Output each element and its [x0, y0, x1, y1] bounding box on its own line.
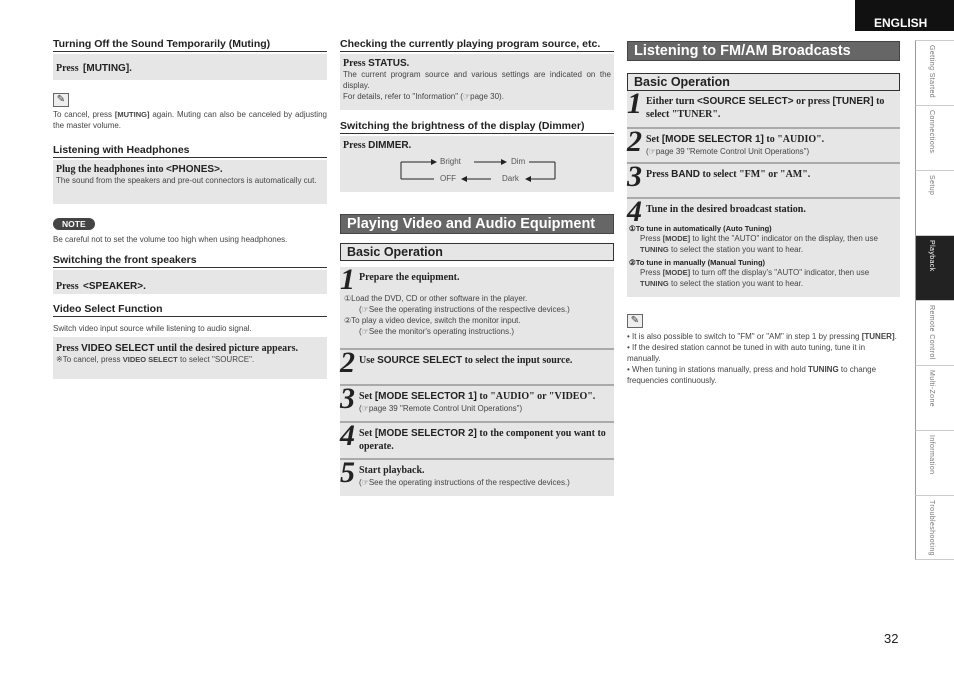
- speakers-heading: Switching the front speakers: [53, 254, 327, 268]
- pencil-icon: ✎: [627, 314, 643, 328]
- fm-basic-operation-heading: Basic Operation: [627, 73, 900, 91]
- video-intro: Switch video input source while listening to audio signal.: [53, 324, 252, 333]
- fm-note-item: • It is also possible to switch to "FM" or "AM" in step 1 by pressing [TUNER].: [627, 332, 897, 341]
- side-navigation: [915, 40, 954, 560]
- nav-multi-zone[interactable]: Multi-Zone: [915, 365, 954, 430]
- column-1: [53, 38, 327, 379]
- dimmer-dim: Dim: [511, 157, 526, 166]
- speakers-box: Press <SPEAKER>.: [53, 270, 327, 294]
- playing-step-3: 3 Set [MODE SELECTOR 1] to "AUDIO" or "VIDEO". (☞page 39 "Remote Control Unit Operations"): [340, 384, 614, 421]
- dimmer-dark: Dark: [502, 174, 519, 183]
- basic-operation-heading: Basic Operation: [340, 243, 614, 261]
- playing-step-5: 5 Start playback. (☞See the operating instructions of the respective devices.): [340, 458, 614, 496]
- nav-playback[interactable]: Playback: [915, 235, 954, 300]
- dimmer-bright: Bright: [440, 157, 461, 166]
- fm-step-4: 4 Tune in the desired broadcast station. ①To tune in automatically (Auto Tuning) Press [MODE] to light the "AUTO" indicator on the display, then use TUNING to select the station you want to hear. ②To tune in manually (Manual Tuning) Press [MODE] to turn off the display's "AUTO" indicator, then use TUNING to select the station you want to hear.: [627, 197, 900, 297]
- playing-step-2: 2 Use SOURCE SELECT to select the input source.: [340, 348, 614, 384]
- muting-note: To cancel, press [MUTING] again. Muting can also be canceled by adjusting the master volume.: [53, 110, 327, 130]
- video-heading: Video Select Function: [53, 303, 327, 317]
- dimmer-arrows: [343, 155, 613, 189]
- playing-step-1: 1 Prepare the equipment. ①Load the DVD, CD or other software in the player. (☞See the operating instructions of the respective devices.) ②To play a video device, switch the monitor input. (☞See the monitor's operating instructions.): [340, 267, 614, 348]
- nav-setup[interactable]: Setup: [915, 170, 954, 235]
- nav-getting-started[interactable]: Getting Started: [915, 40, 954, 105]
- status-heading: Checking the currently playing program source, etc.: [340, 38, 614, 52]
- language-tab: ENGLISH: [855, 0, 954, 31]
- section-title-playing: Playing Video and Audio Equipment: [340, 214, 614, 234]
- muting-box: Press [MUTING].: [53, 54, 327, 80]
- headphones-box: Plug the headphones into <PHONES>. The sound from the speakers and pre-out connectors is automatically cut.: [53, 160, 327, 204]
- dimmer-heading: Switching the brightness of the display (Dimmer): [340, 120, 614, 134]
- page-number: 32: [884, 631, 899, 646]
- muting-heading: Turning Off the Sound Temporarily (Muting): [53, 38, 327, 52]
- nav-troubleshooting[interactable]: Troubleshooting: [915, 495, 954, 560]
- dimmer-cycle-diagram: [343, 155, 611, 185]
- column-2: [340, 38, 614, 496]
- nav-remote-control[interactable]: Remote Control: [915, 300, 954, 365]
- fm-note-item: • If the desired station cannot be tuned in with auto tuning, tune it in manually.: [627, 343, 866, 363]
- dimmer-off: OFF: [440, 174, 456, 183]
- fm-note-item: • When tuning in stations manually, press and hold TUNING to change frequencies continuously.: [627, 365, 877, 385]
- note-text: Be careful not to set the volume too high when using headphones.: [53, 235, 288, 244]
- dimmer-box: Press DIMMER. Bright Dim OFF Dark: [340, 136, 614, 192]
- fm-notes: [627, 331, 900, 386]
- fm-step-3: 3 Press BAND to select "FM" or "AM".: [627, 162, 900, 197]
- pencil-icon: ✎: [53, 93, 69, 107]
- video-box: Press VIDEO SELECT until the desired picture appears. ※To cancel, press VIDEO SELECT to select "SOURCE".: [53, 337, 327, 379]
- nav-connections[interactable]: Connections: [915, 105, 954, 170]
- fm-step-2: 2 Set [MODE SELECTOR 1] to "AUDIO". (☞page 39 "Remote Control Unit Operations"): [627, 127, 900, 162]
- note-badge: NOTE: [53, 218, 95, 230]
- section-title-fm-am: Listening to FM/AM Broadcasts: [627, 41, 900, 61]
- fm-step-1: 1 Either turn <SOURCE SELECT> or press [TUNER] to select "TUNER".: [627, 91, 900, 127]
- column-3: [627, 38, 900, 386]
- playing-step-4: 4 Set [MODE SELECTOR 2] to the component you want to operate.: [340, 421, 614, 458]
- headphones-heading: Listening with Headphones: [53, 144, 327, 158]
- status-box: Press STATUS. The current program source and various settings are indicated on the display. For details, refer to "Information" (☞page 30).: [340, 54, 614, 110]
- nav-information[interactable]: Information: [915, 430, 954, 495]
